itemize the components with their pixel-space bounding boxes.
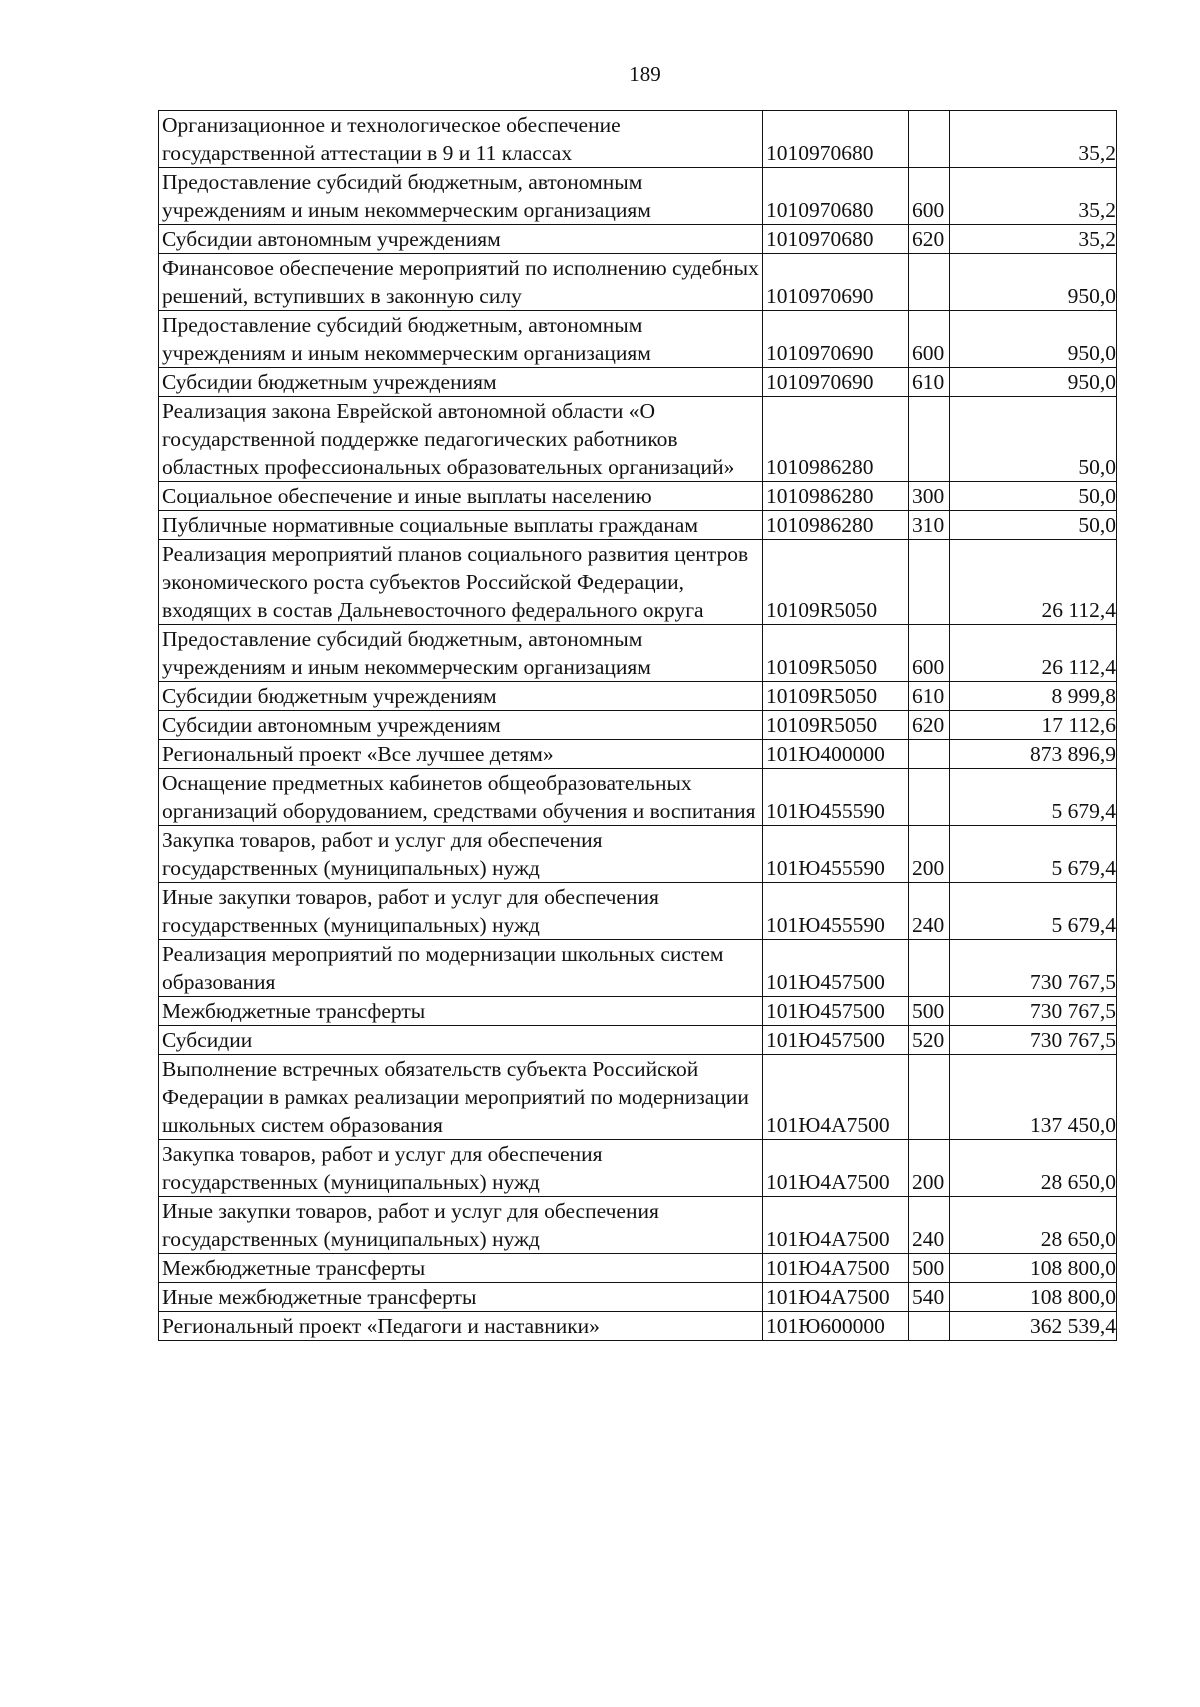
expense-type-cell: 520 <box>909 1026 950 1055</box>
expense-name-cell: Закупка товаров, работ и услуг для обеспечения государственных (муниципальных) нужд <box>159 1140 763 1197</box>
expense-name-cell: Субсидии автономным учреждениям <box>159 225 763 254</box>
amount-cell: 17 112,6 <box>950 711 1117 740</box>
amount-cell: 950,0 <box>950 368 1117 397</box>
amount-cell: 108 800,0 <box>950 1254 1117 1283</box>
target-code-cell: 1010970690 <box>763 368 909 397</box>
target-code-cell: 1010986280 <box>763 482 909 511</box>
expense-type-cell: 200 <box>909 826 950 883</box>
target-code-cell: 101Ю4А7500 <box>763 1254 909 1283</box>
expense-name-cell: Субсидии <box>159 1026 763 1055</box>
expense-type-cell: 600 <box>909 311 950 368</box>
table-row <box>159 769 1117 826</box>
expense-name-cell: Реализация закона Еврейской автономной области «О государственной поддержке педагогических работников областных профессиональных образовательных организаций» <box>159 397 763 482</box>
expense-type-cell: 200 <box>909 1140 950 1197</box>
budget-table-body <box>159 111 1117 1341</box>
target-code-cell: 101Ю455590 <box>763 826 909 883</box>
expense-name-cell: Региональный проект «Педагоги и наставники» <box>159 1312 763 1341</box>
target-code-cell: 1010970690 <box>763 311 909 368</box>
expense-name-cell: Социальное обеспечение и иные выплаты населению <box>159 482 763 511</box>
target-code-cell: 1010986280 <box>763 511 909 540</box>
target-code-cell: 101Ю4А7500 <box>763 1197 909 1254</box>
target-code-cell: 1010986280 <box>763 397 909 482</box>
table-row <box>159 540 1117 625</box>
expense-name-cell: Реализация мероприятий планов социального развития центров экономического роста субъектов Российской Федерации, входящих в состав Дальневосточного федерального округа <box>159 540 763 625</box>
expense-name-cell: Оснащение предметных кабинетов общеобразовательных организаций оборудованием, средствами обучения и воспитания <box>159 769 763 826</box>
table-row <box>159 826 1117 883</box>
expense-type-cell <box>909 940 950 997</box>
table-row <box>159 997 1117 1026</box>
table-row <box>159 711 1117 740</box>
amount-cell: 730 767,5 <box>950 940 1117 997</box>
expense-type-cell <box>909 1055 950 1140</box>
table-row <box>159 682 1117 711</box>
table-row <box>159 940 1117 997</box>
expense-type-cell: 310 <box>909 511 950 540</box>
table-row <box>159 482 1117 511</box>
table-row <box>159 311 1117 368</box>
expense-type-cell <box>909 1312 950 1341</box>
table-row <box>159 1055 1117 1140</box>
expense-type-cell: 500 <box>909 1254 950 1283</box>
target-code-cell: 101Ю400000 <box>763 740 909 769</box>
expense-name-cell: Межбюджетные трансферты <box>159 997 763 1026</box>
target-code-cell: 10109R5050 <box>763 540 909 625</box>
expense-type-cell: 610 <box>909 368 950 397</box>
expense-name-cell: Субсидии бюджетным учреждениям <box>159 368 763 397</box>
expense-name-cell: Субсидии автономным учреждениям <box>159 711 763 740</box>
expense-type-cell: 240 <box>909 1197 950 1254</box>
table-row <box>159 1026 1117 1055</box>
amount-cell: 950,0 <box>950 311 1117 368</box>
expense-name-cell: Публичные нормативные социальные выплаты гражданам <box>159 511 763 540</box>
amount-cell: 730 767,5 <box>950 997 1117 1026</box>
target-code-cell: 1010970680 <box>763 111 909 168</box>
expense-name-cell: Иные закупки товаров, работ и услуг для обеспечения государственных (муниципальных) нужд <box>159 883 763 940</box>
expense-name-cell: Организационное и технологическое обеспечение государственной аттестации в 9 и 11 классах <box>159 111 763 168</box>
target-code-cell: 101Ю600000 <box>763 1312 909 1341</box>
table-row <box>159 225 1117 254</box>
target-code-cell: 101Ю457500 <box>763 997 909 1026</box>
table-row <box>159 254 1117 311</box>
amount-cell: 5 679,4 <box>950 769 1117 826</box>
amount-cell: 26 112,4 <box>950 540 1117 625</box>
expense-name-cell: Субсидии бюджетным учреждениям <box>159 682 763 711</box>
amount-cell: 873 896,9 <box>950 740 1117 769</box>
target-code-cell: 101Ю4А7500 <box>763 1283 909 1312</box>
table-row <box>159 740 1117 769</box>
expense-name-cell: Финансовое обеспечение мероприятий по исполнению судебных решений, вступивших в законную силу <box>159 254 763 311</box>
amount-cell: 5 679,4 <box>950 826 1117 883</box>
amount-cell: 730 767,5 <box>950 1026 1117 1055</box>
table-row <box>159 111 1117 168</box>
amount-cell: 108 800,0 <box>950 1283 1117 1312</box>
expense-type-cell <box>909 397 950 482</box>
expense-type-cell: 300 <box>909 482 950 511</box>
expense-name-cell: Межбюджетные трансферты <box>159 1254 763 1283</box>
table-row <box>159 511 1117 540</box>
table-row <box>159 1254 1117 1283</box>
amount-cell: 35,2 <box>950 225 1117 254</box>
target-code-cell: 101Ю455590 <box>763 769 909 826</box>
amount-cell: 35,2 <box>950 168 1117 225</box>
budget-table <box>158 110 1117 1341</box>
expense-type-cell: 620 <box>909 711 950 740</box>
expense-type-cell <box>909 740 950 769</box>
target-code-cell: 101Ю4А7500 <box>763 1140 909 1197</box>
expense-type-cell: 620 <box>909 225 950 254</box>
table-row <box>159 1312 1117 1341</box>
expense-type-cell <box>909 254 950 311</box>
amount-cell: 28 650,0 <box>950 1197 1117 1254</box>
target-code-cell: 1010970680 <box>763 225 909 254</box>
expense-type-cell <box>909 769 950 826</box>
amount-cell: 362 539,4 <box>950 1312 1117 1341</box>
table-row <box>159 168 1117 225</box>
table-row <box>159 1283 1117 1312</box>
expense-type-cell: 610 <box>909 682 950 711</box>
expense-name-cell: Реализация мероприятий по модернизации школьных систем образования <box>159 940 763 997</box>
target-code-cell: 1010970690 <box>763 254 909 311</box>
table-row <box>159 1197 1117 1254</box>
amount-cell: 8 999,8 <box>950 682 1117 711</box>
expense-type-cell: 540 <box>909 1283 950 1312</box>
amount-cell: 26 112,4 <box>950 625 1117 682</box>
amount-cell: 50,0 <box>950 397 1117 482</box>
amount-cell: 950,0 <box>950 254 1117 311</box>
expense-type-cell: 600 <box>909 168 950 225</box>
target-code-cell: 101Ю457500 <box>763 1026 909 1055</box>
page-number: 189 <box>629 62 661 86</box>
expense-name-cell: Предоставление субсидий бюджетным, автономным учреждениям и иным некоммерческим организациям <box>159 168 763 225</box>
expense-name-cell: Предоставление субсидий бюджетным, автономным учреждениям и иным некоммерческим организациям <box>159 311 763 368</box>
table-row <box>159 1140 1117 1197</box>
table-row <box>159 397 1117 482</box>
target-code-cell: 101Ю455590 <box>763 883 909 940</box>
expense-name-cell: Иные закупки товаров, работ и услуг для обеспечения государственных (муниципальных) нужд <box>159 1197 763 1254</box>
amount-cell: 5 679,4 <box>950 883 1117 940</box>
expense-name-cell: Предоставление субсидий бюджетным, автономным учреждениям и иным некоммерческим организациям <box>159 625 763 682</box>
expense-name-cell: Иные межбюджетные трансферты <box>159 1283 763 1312</box>
target-code-cell: 101Ю4А7500 <box>763 1055 909 1140</box>
target-code-cell: 10109R5050 <box>763 682 909 711</box>
amount-cell: 137 450,0 <box>950 1055 1117 1140</box>
amount-cell: 50,0 <box>950 511 1117 540</box>
expense-name-cell: Выполнение встречных обязательств субъекта Российской Федерации в рамках реализации мероприятий по модернизации школьных систем образования <box>159 1055 763 1140</box>
expense-type-cell <box>909 540 950 625</box>
table-row <box>159 625 1117 682</box>
table-row <box>159 883 1117 940</box>
amount-cell: 50,0 <box>950 482 1117 511</box>
amount-cell: 28 650,0 <box>950 1140 1117 1197</box>
expense-type-cell: 600 <box>909 625 950 682</box>
target-code-cell: 10109R5050 <box>763 625 909 682</box>
expense-type-cell <box>909 111 950 168</box>
table-row <box>159 368 1117 397</box>
target-code-cell: 10109R5050 <box>763 711 909 740</box>
expense-name-cell: Региональный проект «Все лучшее детям» <box>159 740 763 769</box>
target-code-cell: 101Ю457500 <box>763 940 909 997</box>
target-code-cell: 1010970680 <box>763 168 909 225</box>
expense-type-cell: 240 <box>909 883 950 940</box>
expense-type-cell: 500 <box>909 997 950 1026</box>
expense-name-cell: Закупка товаров, работ и услуг для обеспечения государственных (муниципальных) нужд <box>159 826 763 883</box>
amount-cell: 35,2 <box>950 111 1117 168</box>
